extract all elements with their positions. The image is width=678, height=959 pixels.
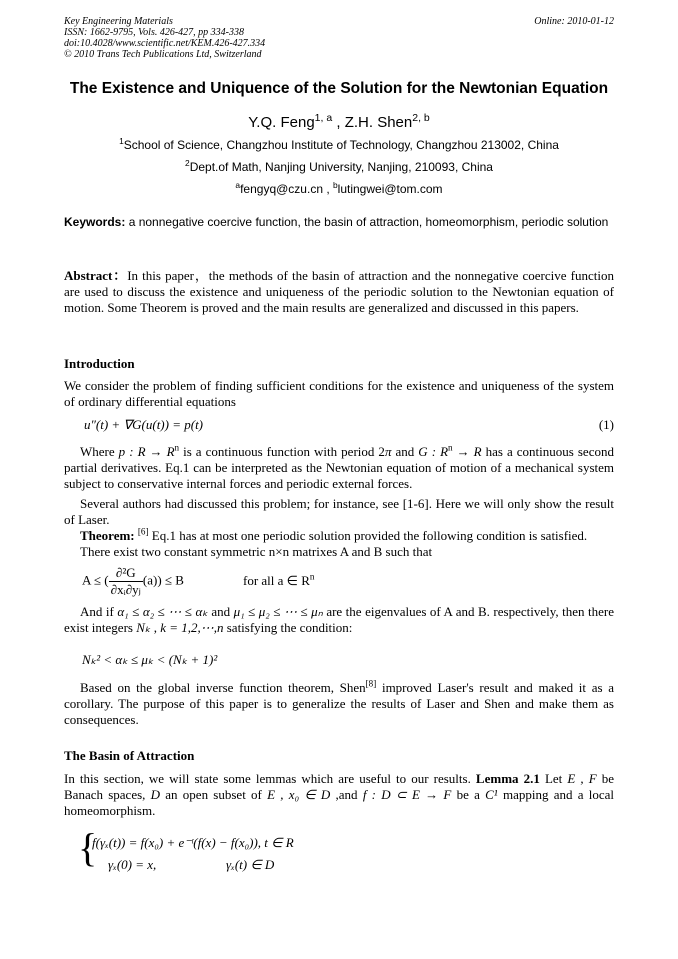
theorem <box>64 528 614 544</box>
email-a: fengyq@czu.cn , <box>240 182 333 196</box>
forall-clause <box>243 573 314 589</box>
basin-Ex0: E , x₀ ∈ D <box>267 787 331 802</box>
intro-paragraph-5 <box>64 680 614 728</box>
basin-text-a: In this section, we will state some lemmas which are useful to our results. <box>64 771 476 786</box>
affiliation-2 <box>0 160 678 174</box>
basin-text-g: mapping and a local homeomorphism. <box>64 787 614 818</box>
p4-text-a: And if <box>80 604 118 619</box>
p4-text-b: and <box>207 604 234 619</box>
basin-text-f: be a <box>451 787 486 802</box>
lemma-label: Lemma 2.1 <box>475 771 540 786</box>
p5-text-a: Based on the global inverse function theorem, Shen <box>80 680 366 695</box>
p4-text-e: satisfying the condition: <box>223 620 353 635</box>
email-a-sup: a <box>235 180 241 190</box>
basin-f: f : D ⊂ E → F <box>362 787 452 802</box>
p2-map-g: G : R <box>418 444 449 459</box>
introduction-heading: Introduction <box>64 356 135 371</box>
affiliation-2-sup: 2 <box>185 158 190 168</box>
affiliation-1 <box>0 138 678 152</box>
online-date: Online: 2010-01-12 <box>534 16 614 27</box>
author-1: Y.Q. Feng <box>248 114 315 131</box>
journal-name: Key Engineering Materials <box>64 16 173 27</box>
intro-paragraph-2 <box>64 444 614 492</box>
partial-denominator: ∂xᵢ∂yⱼ <box>110 582 141 597</box>
basin-paragraph-1 <box>64 771 614 819</box>
p2-sup-n: n <box>174 442 180 453</box>
system-line-2a: γₓ(0) = x, <box>108 857 157 872</box>
p4-alpha: α₁ ≤ α₂ ≤ ⋯ ≤ αₖ <box>117 604 208 619</box>
keywords <box>64 215 614 230</box>
p4-N: Nₖ <box>136 620 151 635</box>
basin-D: D <box>150 787 161 802</box>
affiliation-1-text: School of Science, Changzhou Institute of Technology, Changzhou 213002, China <box>123 138 559 152</box>
p2-text-e: has a continuous second partial derivatives. Eq.1 can be interpreted as the Newtonian equation of motion of a mechanical system subject to conservative internal forces and periodic external forces. <box>64 444 614 491</box>
keywords-label: Keywords: <box>64 215 126 229</box>
email-line <box>0 182 678 196</box>
p4-text-d: , <box>150 620 161 635</box>
journal-issn: ISSN: 1662-9795, Vols. 426-427, pp 334-338 <box>64 27 244 38</box>
equation-1: u″(t) + ∇G(u(t)) = p(t) <box>84 417 204 432</box>
system-brace: { <box>78 825 98 870</box>
partial-derivative-fraction <box>109 565 143 598</box>
abstract <box>64 268 614 316</box>
inequality-matrix <box>82 565 184 598</box>
keywords-text: a nonnegative coercive function, the basin of attraction, homeomorphism, periodic solution <box>125 215 609 229</box>
basin-EF: E , F <box>567 771 597 786</box>
journal-copyright: © 2010 Trans Tech Publications Ltd, Switzerland <box>64 49 262 60</box>
abstract-text: In this paper，the methods of the basin of attraction and the nonnegative coercive function are used to discuss the existence and uniqueness of the periodic solution to the Newtonian equation of motion. Some Theorem is proved and the main results are generalized and discussed in this papers. <box>64 268 614 315</box>
p4-text-c: are the eigenvalues of A and B. respectively, then there exist integers <box>64 604 614 635</box>
basin-text-c: be Banach spaces, <box>64 771 614 802</box>
p5-text-b: improved Laser's result and maked it as a corollary. The purpose of this paper is to generalize the results of Laser and Shen and make them as consequences. <box>64 680 614 727</box>
theorem-label: Theorem: <box>80 528 135 543</box>
p2-map-p: p : R → R <box>118 444 175 459</box>
affiliation-2-text: Dept.of Math, Nanjing University, Nanjing, 210093, China <box>189 160 493 174</box>
p4-k: k = 1,2,⋯,n <box>160 620 224 635</box>
email-b: lutingwei@tom.com <box>337 182 443 196</box>
theorem-text: Eq.1 has at most one periodic solution provided the following condition is satisfied. <box>148 528 588 543</box>
email-b-sup: b <box>333 180 338 190</box>
abstract-label: Abstract： <box>64 268 128 283</box>
journal-doi: doi:10.4028/www.scientific.net/KEM.426-427.334 <box>64 38 266 49</box>
forall-sup-n: n <box>309 571 315 582</box>
system-line-2b: γₓ(t) ∈ D <box>226 857 275 872</box>
p2-sup-n2: n <box>448 442 453 453</box>
basin-text-b: Let <box>539 771 568 786</box>
author-2: Z.H. Shen <box>344 114 413 131</box>
p2-text-c: and <box>391 444 419 459</box>
journal-header <box>64 16 614 60</box>
p4-mu: μ₁ ≤ μ₂ ≤ ⋯ ≤ μₙ <box>233 604 323 619</box>
intro-paragraph-4 <box>64 604 614 636</box>
condition-inequality: Nₖ² < αₖ ≤ μₖ < (Nₖ + 1)² <box>82 652 218 667</box>
p5-ref: [8] <box>365 678 377 689</box>
intro-paragraph-3: Several authors had discussed this problem; for instance, see [1-6]. Here we will only show the result of Laser. <box>64 496 614 527</box>
basin-text-d: an open subset of <box>160 787 268 802</box>
basin-text-e: ,and <box>330 787 363 802</box>
paper-title: The Existence and Uniquence of the Solution for the Newtonian Equation <box>69 80 609 97</box>
forall-text: for all a ∈ R <box>243 573 310 588</box>
system-line-1: f(γₓ(t)) = f(x₀) + e⁻ᵗ(f(x) − f(x₀)), t ∈ R <box>92 835 294 850</box>
inequality-right: (a)) ≤ B <box>142 572 184 588</box>
author-separator: , <box>332 114 345 131</box>
partial-numerator: ∂²G <box>109 565 143 582</box>
basin-heading: The Basin of Attraction <box>64 748 195 763</box>
author-1-sup: 1, a <box>314 112 333 124</box>
theorem-ref: [6] <box>137 526 149 537</box>
basin-C1: C¹ <box>485 787 498 802</box>
p2-text-b: is a continuous function with period 2 <box>179 444 385 459</box>
intro-paragraph-1: We consider the problem of finding sufficient conditions for the existence and uniqueness of the system of ordinary differential equations <box>64 378 614 409</box>
p2-pi: π <box>384 444 392 459</box>
equation-1-number: (1) <box>598 417 614 432</box>
p2-text-a: Where <box>80 444 119 459</box>
theorem-line-2: There exist two constant symmetric n×n matrixes A and B such that <box>80 544 433 559</box>
inequality-left: A ≤ ( <box>82 572 109 588</box>
author-2-sup: 2, b <box>412 112 430 124</box>
p2-map-g-target: → R <box>452 444 482 459</box>
affiliation-1-sup: 1 <box>119 136 124 146</box>
author-line <box>0 114 678 131</box>
